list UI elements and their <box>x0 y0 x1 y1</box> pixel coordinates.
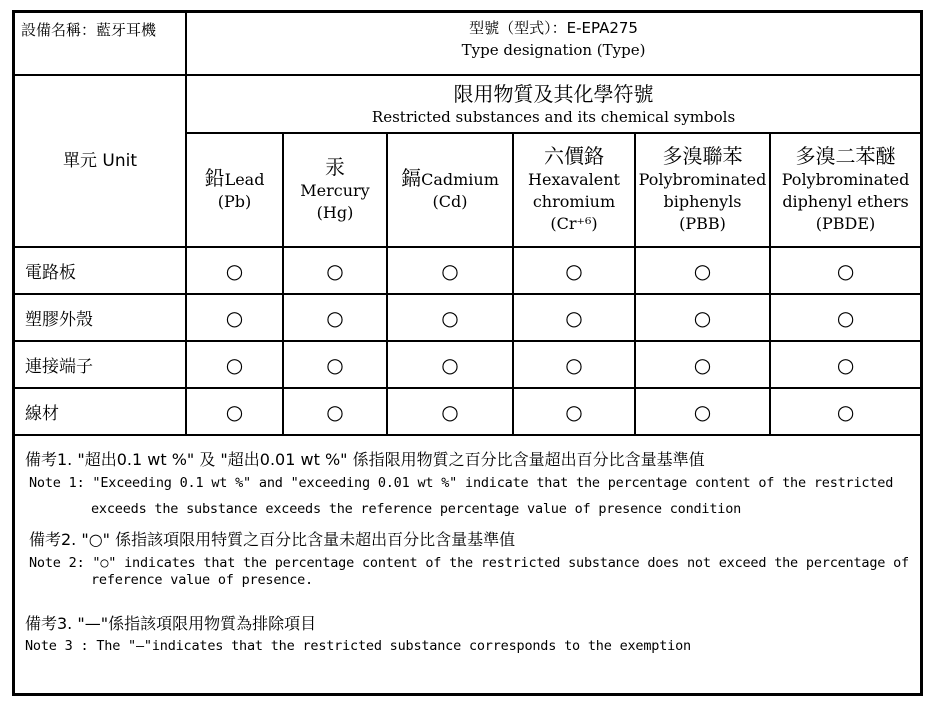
mark-cell: ○ <box>635 294 770 341</box>
part-name: 連接端子 <box>15 341 186 388</box>
mark-cell: ○ <box>770 247 920 294</box>
col-chromium <box>513 133 635 247</box>
mark-cell: ○ <box>283 341 387 388</box>
unit-header: 單元 Unit <box>15 75 186 247</box>
col-mercury-en: Mercury <box>300 181 370 200</box>
mark-cell: ○ <box>186 388 283 435</box>
table-row <box>15 247 920 294</box>
note-1-cn: 備考1. "超出0.1 wt %" 及 "超出0.01 wt %" 係指限用物質之百分比含量超出百分比含量基準值 <box>25 450 705 469</box>
col-pbb-symbol: (PBB) <box>679 214 726 233</box>
mark-cell: ○ <box>635 388 770 435</box>
col-pbb-en-2: biphenyls <box>663 192 742 211</box>
table-row <box>15 294 920 341</box>
part-name: 電路板 <box>15 247 186 294</box>
col-lead-cn: 鉛 <box>204 166 225 190</box>
col-mercury <box>283 133 387 247</box>
mark-cell: ○ <box>283 388 387 435</box>
device-name: 設備名稱：藍牙耳機 <box>15 13 186 75</box>
substances-title-row <box>15 75 920 133</box>
substances-title-en: Restricted substances and its chemical symbols <box>371 108 736 126</box>
part-name: 塑膠外殼 <box>15 294 186 341</box>
col-pbde-en-2: diphenyl ethers <box>782 192 909 211</box>
model-label: 型號（型式）：E-EPA275 <box>469 19 638 37</box>
col-lead <box>186 133 283 247</box>
note-2-en-line2: reference value of presence. <box>91 572 313 588</box>
table-row <box>15 341 920 388</box>
col-mercury-symbol: (Hg) <box>316 203 354 222</box>
col-chromium-symbol: (Cr⁺⁶) <box>550 214 598 233</box>
mark-cell: ○ <box>283 247 387 294</box>
mark-cell: ○ <box>387 388 513 435</box>
mark-cell: ○ <box>186 341 283 388</box>
col-pbde <box>770 133 920 247</box>
col-chromium-en-1: Hexavalent <box>528 170 620 189</box>
col-lead-en: Lead <box>224 170 265 189</box>
col-pbde-cn: 多溴二苯醚 <box>795 144 896 168</box>
mark-cell: ○ <box>186 294 283 341</box>
mark-cell: ○ <box>513 247 635 294</box>
note-1-en-line2: exceeds the substance exceeds the reference percentage value of presence condition <box>91 501 742 517</box>
col-pbb <box>635 133 770 247</box>
col-chromium-en-2: chromium <box>532 192 616 211</box>
col-pbb-cn: 多溴聯苯 <box>662 144 743 168</box>
col-cadmium-symbol: (Cd) <box>432 192 468 211</box>
title-row <box>15 13 920 75</box>
model-en-label: Type designation (Type) <box>461 41 646 59</box>
col-cadmium-en: Cadmium <box>421 170 499 189</box>
col-mercury-cn: 汞 <box>325 155 345 179</box>
col-lead-symbol: (Pb) <box>217 192 252 211</box>
substances-title-cell <box>186 75 920 133</box>
part-name: 線材 <box>15 388 186 435</box>
mark-cell: ○ <box>387 294 513 341</box>
note-1-en-line1: Note 1: "Exceeding 0.1 wt %" and "exceeding 0.01 wt %" indicate that the percentage content of the restricted <box>29 475 894 491</box>
mark-cell: ○ <box>770 388 920 435</box>
mark-cell: ○ <box>513 294 635 341</box>
mark-cell: ○ <box>635 247 770 294</box>
col-chromium-cn: 六價鉻 <box>544 144 604 168</box>
mark-cell: ○ <box>635 341 770 388</box>
note-3-cn: 備考3. "—"係指該項限用物質為排除項目 <box>25 614 317 633</box>
mark-cell: ○ <box>387 247 513 294</box>
col-cadmium <box>387 133 513 247</box>
mark-cell: ○ <box>387 341 513 388</box>
col-pbde-symbol: (PBDE) <box>815 214 876 233</box>
col-cadmium-cn: 鎘 <box>401 166 422 190</box>
substances-title-cn: 限用物質及其化學符號 <box>453 82 654 106</box>
mark-cell: ○ <box>770 294 920 341</box>
rohs-table <box>15 13 920 436</box>
note-2-en-line1: Note 2: "○" indicates that the percentage content of the restricted substance does not exceed the percentage of <box>29 555 909 571</box>
col-pbde-en-1: Polybrominated <box>781 170 910 189</box>
note-3-en: Note 3 : The "—"indicates that the restricted substance corresponds to the exemption <box>25 638 691 654</box>
rohs-declaration-frame <box>12 10 923 696</box>
mark-cell: ○ <box>186 247 283 294</box>
col-pbb-en-1: Polybrominated <box>638 170 767 189</box>
note-2-cn: 備考2. "○" 係指該項限用特質之百分比含量未超出百分比含量基準值 <box>29 530 516 549</box>
mark-cell: ○ <box>283 294 387 341</box>
mark-cell: ○ <box>513 341 635 388</box>
mark-cell: ○ <box>770 341 920 388</box>
model-cell <box>186 13 920 75</box>
mark-cell: ○ <box>513 388 635 435</box>
table-row <box>15 388 920 435</box>
